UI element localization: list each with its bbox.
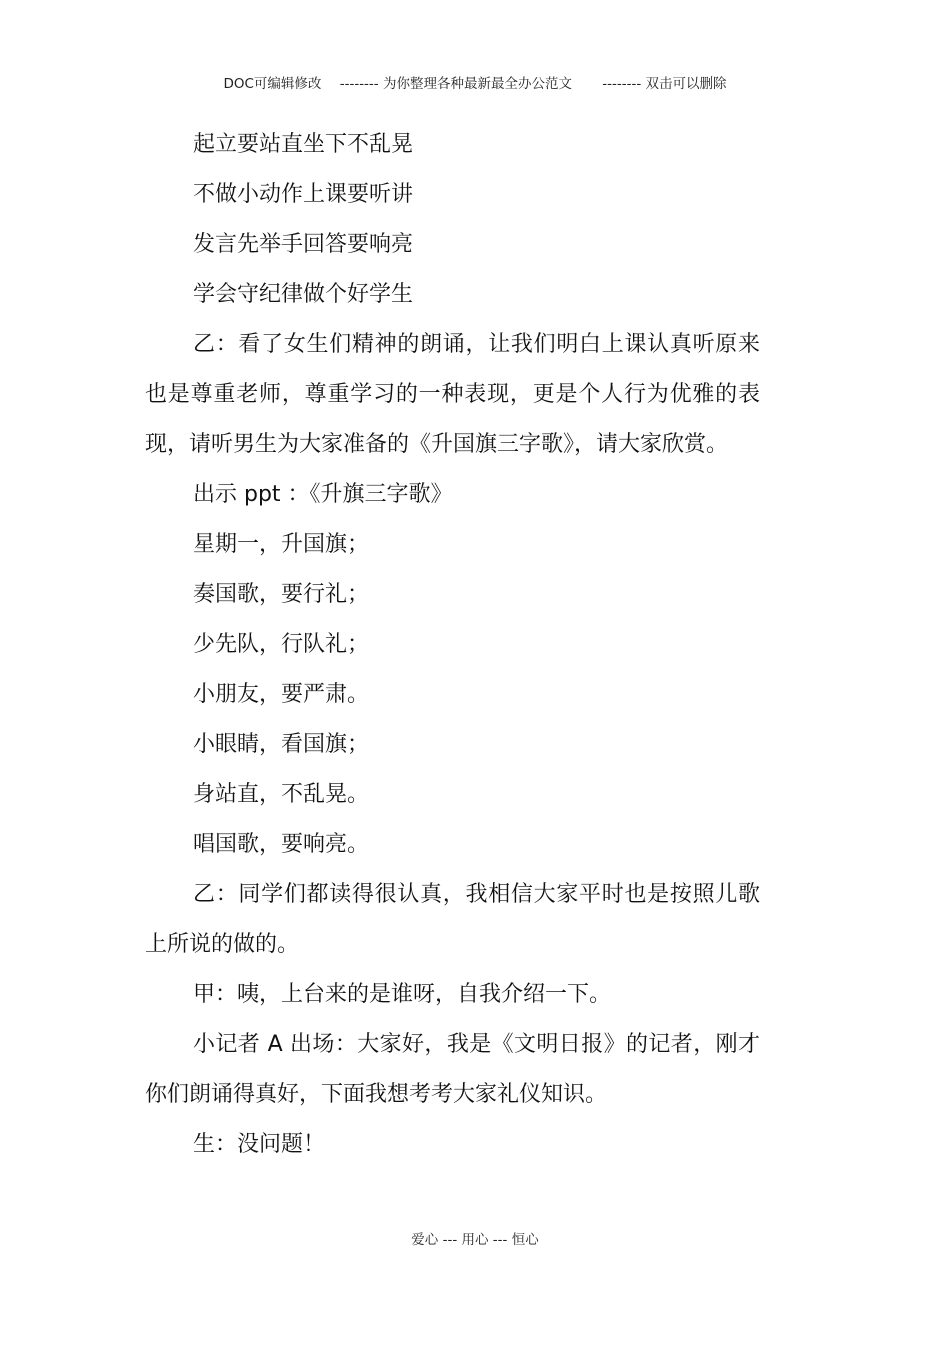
- paragraph: 小朋友，要严肃。: [193, 682, 370, 707]
- paragraph: 甲：咦，上台来的是谁呀，自我介绍一下。: [193, 982, 612, 1007]
- paragraph: 星期一，升国旗；: [193, 532, 370, 557]
- paragraph: 身站直，不乱晃。: [193, 782, 370, 807]
- paragraph: 小记者 A 出场：大家好，我是《文明日报》的记者，刚才你们朗诵得真好，下面我想考考大家礼仪知识。: [145, 1032, 760, 1107]
- paragraph: 小眼睛，看国旗；: [193, 732, 370, 757]
- paragraph: 奏国歌，要行礼；: [193, 582, 370, 607]
- paragraph: 少先队，行队礼；: [193, 632, 370, 657]
- page-footer: 爱心 --- 用心 --- 恒心: [411, 1232, 539, 1248]
- paragraph: 乙：看了女生们精神的朗诵，让我们明白上课认真听原来也是尊重老师，尊重学习的一种表现，更是个人行为优雅的表现，请听男生为大家准备的《升国旗三字歌》，请大家欣赏。: [145, 332, 760, 457]
- header-slogan: -------- 为你整理各种最新最全办公范文: [339, 76, 572, 92]
- paragraph: 乙：同学们都读得很认真，我相信大家平时也是按照儿歌上所说的做的。: [145, 882, 760, 957]
- paragraph: 起立要站直坐下不乱晃: [193, 132, 414, 157]
- paragraph: 出示 ppt ：《升旗三字歌》: [193, 482, 453, 507]
- paragraph: 不做小动作上课要听讲: [193, 182, 414, 207]
- header-delete-hint: -------- 双击可以删除: [602, 76, 727, 92]
- paragraph: 唱国歌，要响亮。: [193, 832, 370, 857]
- paragraph: 生：没问题！: [193, 1132, 326, 1157]
- page-header: [0, 72, 950, 92]
- document-body: [145, 120, 760, 1170]
- header-doc-label: DOC可编辑修改: [223, 76, 322, 92]
- paragraph: 发言先举手回答要响亮: [193, 232, 414, 257]
- paragraph: 学会守纪律做个好学生: [193, 282, 414, 307]
